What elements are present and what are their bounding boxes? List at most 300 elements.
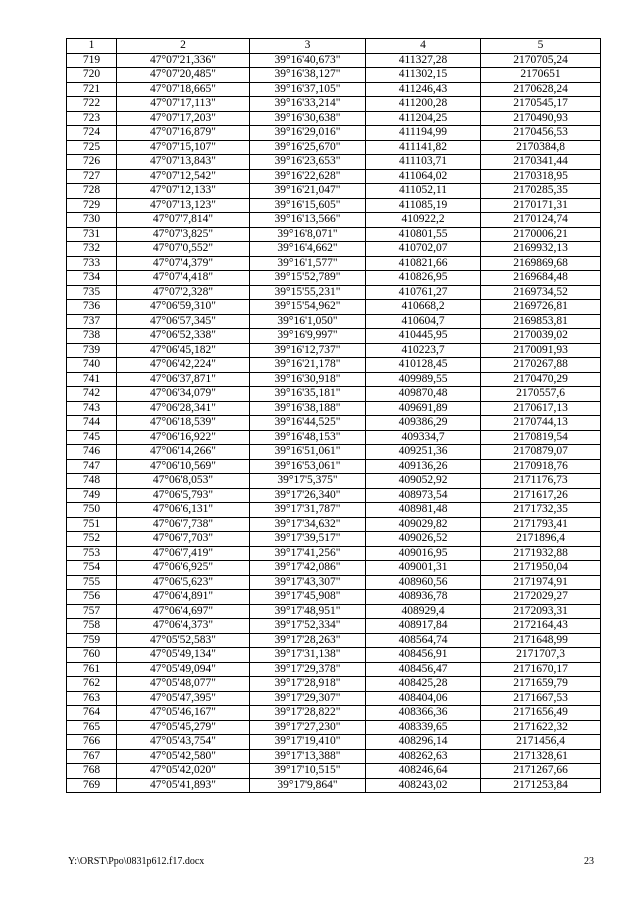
table-cell: 754 [67, 561, 117, 576]
table-cell: 39°17'31,787" [250, 503, 366, 518]
header-cell: 5 [481, 39, 601, 54]
table-cell: 743 [67, 401, 117, 416]
table-cell: 47°07'18,665" [117, 82, 250, 97]
table-cell: 47°07'12,542" [117, 169, 250, 184]
table-cell: 746 [67, 445, 117, 460]
table-cell: 39°17'29,378" [250, 662, 366, 677]
table-cell: 2169726,81 [481, 300, 601, 315]
table-cell: 2170470,29 [481, 372, 601, 387]
table-cell: 411200,28 [366, 97, 481, 112]
table-cell: 47°07'17,203" [117, 111, 250, 126]
table-cell: 47°07'20,485" [117, 68, 250, 83]
table-cell: 39°16'38,127" [250, 68, 366, 83]
table-cell: 410604,7 [366, 314, 481, 329]
table-row [67, 459, 601, 474]
table-cell: 47°06'4,891" [117, 590, 250, 605]
table-cell: 47°06'18,539" [117, 416, 250, 431]
table-cell: 409016,95 [366, 546, 481, 561]
table-cell: 760 [67, 648, 117, 663]
table-row [67, 97, 601, 112]
table-cell: 722 [67, 97, 117, 112]
table-cell: 39°16'35,181" [250, 387, 366, 402]
table-cell: 411103,71 [366, 155, 481, 170]
table-cell: 39°17'19,410" [250, 735, 366, 750]
table-cell: 2170267,88 [481, 358, 601, 373]
table-row [67, 329, 601, 344]
table-cell: 2171667,53 [481, 691, 601, 706]
table-cell: 2170744,13 [481, 416, 601, 431]
table-cell: 410826,95 [366, 271, 481, 286]
table-row [67, 242, 601, 257]
table-row [67, 140, 601, 155]
table-cell: 767 [67, 749, 117, 764]
table-cell: 47°06'7,419" [117, 546, 250, 561]
table-cell: 763 [67, 691, 117, 706]
table-cell: 2171707,3 [481, 648, 601, 663]
table-cell: 2170819,54 [481, 430, 601, 445]
table-cell: 47°06'14,266" [117, 445, 250, 460]
table-cell: 47°05'49,134" [117, 648, 250, 663]
table-cell: 47°06'59,310" [117, 300, 250, 315]
table-row [67, 546, 601, 561]
header-cell: 3 [250, 39, 366, 54]
table-cell: 2171456,4 [481, 735, 601, 750]
table-cell: 2171670,17 [481, 662, 601, 677]
table-cell: 736 [67, 300, 117, 315]
table-row [67, 575, 601, 590]
table-cell: 2171659,79 [481, 677, 601, 692]
table-cell: 39°16'40,673" [250, 53, 366, 68]
table-cell: 39°17'41,256" [250, 546, 366, 561]
table-row [67, 430, 601, 445]
table-cell: 39°16'53,061" [250, 459, 366, 474]
table-cell: 762 [67, 677, 117, 692]
table-cell: 47°07'17,113" [117, 97, 250, 112]
table-cell: 47°06'7,703" [117, 532, 250, 547]
table-cell: 47°05'52,583" [117, 633, 250, 648]
table-cell: 408981,48 [366, 503, 481, 518]
table-cell: 2171732,35 [481, 503, 601, 518]
table-cell: 47°05'42,580" [117, 749, 250, 764]
table-cell: 47°06'6,925" [117, 561, 250, 576]
table-cell: 47°07'15,107" [117, 140, 250, 155]
table-cell: 728 [67, 184, 117, 199]
table-cell: 411064,02 [366, 169, 481, 184]
table-cell: 2169869,68 [481, 256, 601, 271]
table-cell: 2170318,95 [481, 169, 601, 184]
table-cell: 748 [67, 474, 117, 489]
table-row [67, 764, 601, 779]
table-cell: 723 [67, 111, 117, 126]
table-cell: 2172029,27 [481, 590, 601, 605]
table-cell: 47°05'45,279" [117, 720, 250, 735]
table-cell: 39°17'52,334" [250, 619, 366, 634]
table-cell: 725 [67, 140, 117, 155]
table-row [67, 372, 601, 387]
table-cell: 47°06'57,345" [117, 314, 250, 329]
table-cell: 39°17'28,822" [250, 706, 366, 721]
table-cell: 411052,11 [366, 184, 481, 199]
table-row [67, 720, 601, 735]
table-cell: 766 [67, 735, 117, 750]
table-row [67, 604, 601, 619]
table-cell: 764 [67, 706, 117, 721]
table-cell: 2169684,48 [481, 271, 601, 286]
table-cell: 735 [67, 285, 117, 300]
table-cell: 720 [67, 68, 117, 83]
table-cell: 410801,55 [366, 227, 481, 242]
table-cell: 2171253,84 [481, 778, 601, 793]
table-cell: 2170285,35 [481, 184, 601, 199]
table-cell: 39°17'9,864" [250, 778, 366, 793]
table-cell: 2172164,43 [481, 619, 601, 634]
table-cell: 39°15'55,231" [250, 285, 366, 300]
table-cell: 39°16'12,737" [250, 343, 366, 358]
table-row [67, 691, 601, 706]
table-cell: 408366,36 [366, 706, 481, 721]
table-row [67, 53, 601, 68]
table-cell: 724 [67, 126, 117, 141]
table-cell: 409989,55 [366, 372, 481, 387]
table-cell: 2171793,41 [481, 517, 601, 532]
table-cell: 729 [67, 198, 117, 213]
table-cell: 742 [67, 387, 117, 402]
table-cell: 2169853,81 [481, 314, 601, 329]
table-row [67, 778, 601, 793]
table-cell: 47°07'13,123" [117, 198, 250, 213]
table-cell: 47°06'5,623" [117, 575, 250, 590]
table-cell: 765 [67, 720, 117, 735]
table-row [67, 169, 601, 184]
header-cell: 1 [67, 39, 117, 54]
table-cell: 47°06'6,131" [117, 503, 250, 518]
table-cell: 408564,74 [366, 633, 481, 648]
table-row [67, 677, 601, 692]
table-cell: 39°16'22,628" [250, 169, 366, 184]
table-cell: 2170124,74 [481, 213, 601, 228]
table-cell: 39°16'37,105" [250, 82, 366, 97]
table-cell: 39°15'52,789" [250, 271, 366, 286]
table-row [67, 155, 601, 170]
table-row [67, 227, 601, 242]
table-cell: 47°06'8,053" [117, 474, 250, 489]
table-cell: 2170879,07 [481, 445, 601, 460]
table-cell: 47°06'5,793" [117, 488, 250, 503]
table-cell: 409334,7 [366, 430, 481, 445]
table-cell: 409001,31 [366, 561, 481, 576]
table-cell: 744 [67, 416, 117, 431]
table-cell: 411327,28 [366, 53, 481, 68]
table-cell: 753 [67, 546, 117, 561]
table-cell: 39°16'4,662" [250, 242, 366, 257]
table-cell: 408973,54 [366, 488, 481, 503]
table-row [67, 532, 601, 547]
table-cell: 2170628,24 [481, 82, 601, 97]
table-cell: 726 [67, 155, 117, 170]
table-cell: 408262,63 [366, 749, 481, 764]
table-cell: 759 [67, 633, 117, 648]
table-cell: 39°17'28,918" [250, 677, 366, 692]
table-cell: 2171622,32 [481, 720, 601, 735]
table-cell: 734 [67, 271, 117, 286]
table-cell: 2170545,17 [481, 97, 601, 112]
table-row [67, 735, 601, 750]
table-row [67, 285, 601, 300]
table-cell: 47°07'21,336" [117, 53, 250, 68]
table-row [67, 662, 601, 677]
table-cell: 732 [67, 242, 117, 257]
table-cell: 47°07'12,133" [117, 184, 250, 199]
table-row [67, 401, 601, 416]
table-cell: 411246,43 [366, 82, 481, 97]
table-cell: 39°16'30,638" [250, 111, 366, 126]
table-cell: 39°16'13,566" [250, 213, 366, 228]
table-cell: 2171267,66 [481, 764, 601, 779]
footer-page-number: 23 [584, 856, 594, 867]
table-cell: 756 [67, 590, 117, 605]
table-cell: 47°06'28,341" [117, 401, 250, 416]
table-cell: 2171932,88 [481, 546, 601, 561]
header-cell: 4 [366, 39, 481, 54]
table-cell: 39°16'25,670" [250, 140, 366, 155]
table-cell: 752 [67, 532, 117, 547]
table-cell: 757 [67, 604, 117, 619]
table-cell: 411194,99 [366, 126, 481, 141]
table-cell: 2171328,61 [481, 749, 601, 764]
table-cell: 768 [67, 764, 117, 779]
table-row [67, 590, 601, 605]
table-row [67, 82, 601, 97]
table-cell: 47°05'48,077" [117, 677, 250, 692]
table-cell: 2169932,13 [481, 242, 601, 257]
table-row [67, 474, 601, 489]
table-cell: 2170705,24 [481, 53, 601, 68]
table-cell: 39°16'33,214" [250, 97, 366, 112]
table-cell: 39°17'29,307" [250, 691, 366, 706]
table-cell: 408936,78 [366, 590, 481, 605]
table-row [67, 314, 601, 329]
table-cell: 47°07'13,843" [117, 155, 250, 170]
table-cell: 39°16'21,178" [250, 358, 366, 373]
table-cell: 39°16'9,997" [250, 329, 366, 344]
table-cell: 410128,45 [366, 358, 481, 373]
table-cell: 408243,02 [366, 778, 481, 793]
table-cell: 39°17'45,908" [250, 590, 366, 605]
table-cell: 47°07'3,825" [117, 227, 250, 242]
table-cell: 409870,48 [366, 387, 481, 402]
table-row [67, 213, 601, 228]
table-cell: 47°06'42,224" [117, 358, 250, 373]
table-cell: 2170456,53 [481, 126, 601, 141]
table-cell: 39°17'43,307" [250, 575, 366, 590]
table-cell: 39°16'48,153" [250, 430, 366, 445]
table-cell: 47°05'43,754" [117, 735, 250, 750]
table-row [67, 619, 601, 634]
table-row [67, 706, 601, 721]
table-cell: 39°16'8,071" [250, 227, 366, 242]
footer-file-path: Y:\ORST\Ppo\0831p612.f17.docx [68, 856, 205, 867]
table-cell: 411141,82 [366, 140, 481, 155]
table-row [67, 256, 601, 271]
table-cell: 755 [67, 575, 117, 590]
table-cell: 47°07'2,328" [117, 285, 250, 300]
table-cell: 47°06'4,373" [117, 619, 250, 634]
table-cell: 2170490,93 [481, 111, 601, 126]
table-row [67, 387, 601, 402]
table-cell: 408929,4 [366, 604, 481, 619]
table-cell: 410922,2 [366, 213, 481, 228]
table-cell: 47°06'52,338" [117, 329, 250, 344]
table-row [67, 416, 601, 431]
table-row [67, 300, 601, 315]
table-cell: 409052,92 [366, 474, 481, 489]
table-cell: 2170006,21 [481, 227, 601, 242]
table-cell: 409251,36 [366, 445, 481, 460]
table-cell: 408339,65 [366, 720, 481, 735]
table-cell: 2171656,49 [481, 706, 601, 721]
table-cell: 47°05'42,020" [117, 764, 250, 779]
table-row [67, 749, 601, 764]
table-cell: 409026,52 [366, 532, 481, 547]
table-cell: 738 [67, 329, 117, 344]
table-cell: 2170617,13 [481, 401, 601, 416]
table-cell: 2170384,8 [481, 140, 601, 155]
table-cell: 750 [67, 503, 117, 518]
table-row [67, 633, 601, 648]
header-cell: 2 [117, 39, 250, 54]
table-cell: 751 [67, 517, 117, 532]
table-cell: 39°16'15,605" [250, 198, 366, 213]
table-cell: 47°06'37,871" [117, 372, 250, 387]
table-cell: 47°06'16,922" [117, 430, 250, 445]
table-cell: 39°17'26,340" [250, 488, 366, 503]
table-cell: 2170091,93 [481, 343, 601, 358]
table-cell: 39°17'39,517" [250, 532, 366, 547]
table-cell: 47°07'4,379" [117, 256, 250, 271]
table-cell: 749 [67, 488, 117, 503]
table-row [67, 126, 601, 141]
table-cell: 39°17'28,263" [250, 633, 366, 648]
table-cell: 408404,06 [366, 691, 481, 706]
table-cell: 410821,66 [366, 256, 481, 271]
table-cell: 47°07'7,814" [117, 213, 250, 228]
table-cell: 2169734,52 [481, 285, 601, 300]
table-cell: 2170341,44 [481, 155, 601, 170]
table-row [67, 358, 601, 373]
table-cell: 721 [67, 82, 117, 97]
table-row [67, 517, 601, 532]
table-cell: 409029,82 [366, 517, 481, 532]
table-cell: 409691,89 [366, 401, 481, 416]
table-cell: 39°16'1,050" [250, 314, 366, 329]
table-row [67, 488, 601, 503]
table-cell: 47°06'10,569" [117, 459, 250, 474]
table-cell: 2170171,31 [481, 198, 601, 213]
table-cell: 410702,07 [366, 242, 481, 257]
table-cell: 411085,19 [366, 198, 481, 213]
table-cell: 47°07'16,879" [117, 126, 250, 141]
table-cell: 758 [67, 619, 117, 634]
table-cell: 2171950,04 [481, 561, 601, 576]
table-cell: 733 [67, 256, 117, 271]
table-cell: 47°06'4,697" [117, 604, 250, 619]
table-cell: 2171648,99 [481, 633, 601, 648]
table-cell: 2171896,4 [481, 532, 601, 547]
table-cell: 47°07'4,418" [117, 271, 250, 286]
table-cell: 719 [67, 53, 117, 68]
table-cell: 739 [67, 343, 117, 358]
table-cell: 47°05'47,395" [117, 691, 250, 706]
table-cell: 39°16'38,188" [250, 401, 366, 416]
table-cell: 737 [67, 314, 117, 329]
table-row [67, 503, 601, 518]
table-cell: 2170918,76 [481, 459, 601, 474]
table-cell: 39°16'29,016" [250, 126, 366, 141]
table-row [67, 271, 601, 286]
table-cell: 2171176,73 [481, 474, 601, 489]
table-cell: 39°16'21,047" [250, 184, 366, 199]
table-row [67, 648, 601, 663]
table-cell: 761 [67, 662, 117, 677]
table-cell: 410668,2 [366, 300, 481, 315]
table-row [67, 198, 601, 213]
table-cell: 47°05'46,167" [117, 706, 250, 721]
table-cell: 730 [67, 213, 117, 228]
table-cell: 47°06'34,079" [117, 387, 250, 402]
table-cell: 740 [67, 358, 117, 373]
table-cell: 39°17'10,515" [250, 764, 366, 779]
table-cell: 745 [67, 430, 117, 445]
table-cell: 409136,26 [366, 459, 481, 474]
table-cell: 39°17'27,230" [250, 720, 366, 735]
table-row [67, 445, 601, 460]
table-cell: 731 [67, 227, 117, 242]
table-cell: 409386,29 [366, 416, 481, 431]
table-cell: 39°16'1,577" [250, 256, 366, 271]
table-cell: 39°16'44,525" [250, 416, 366, 431]
table-cell: 410223,7 [366, 343, 481, 358]
table-cell: 2170557,6 [481, 387, 601, 402]
table-cell: 408960,56 [366, 575, 481, 590]
table-row [67, 184, 601, 199]
table-cell: 39°17'48,951" [250, 604, 366, 619]
table-cell: 2172093,31 [481, 604, 601, 619]
table-cell: 408456,47 [366, 662, 481, 677]
table-cell: 410445,95 [366, 329, 481, 344]
table-cell: 411204,25 [366, 111, 481, 126]
table-cell: 727 [67, 169, 117, 184]
table-cell: 408246,64 [366, 764, 481, 779]
table-cell: 39°16'51,061" [250, 445, 366, 460]
table-body [67, 39, 601, 793]
table-cell: 39°17'42,086" [250, 561, 366, 576]
table-cell: 769 [67, 778, 117, 793]
table-cell: 408456,91 [366, 648, 481, 663]
table-cell: 47°05'41,893" [117, 778, 250, 793]
table-cell: 408425,28 [366, 677, 481, 692]
table-cell: 39°17'31,138" [250, 648, 366, 663]
table-cell: 2171617,26 [481, 488, 601, 503]
table-cell: 2171974,91 [481, 575, 601, 590]
table-cell: 39°17'5,375" [250, 474, 366, 489]
table-cell: 39°15'54,962" [250, 300, 366, 315]
table-cell: 2170651 [481, 68, 601, 83]
table-row [67, 343, 601, 358]
table-cell: 408296,14 [366, 735, 481, 750]
table-cell: 39°17'34,632" [250, 517, 366, 532]
table-cell: 747 [67, 459, 117, 474]
table-cell: 39°16'30,918" [250, 372, 366, 387]
